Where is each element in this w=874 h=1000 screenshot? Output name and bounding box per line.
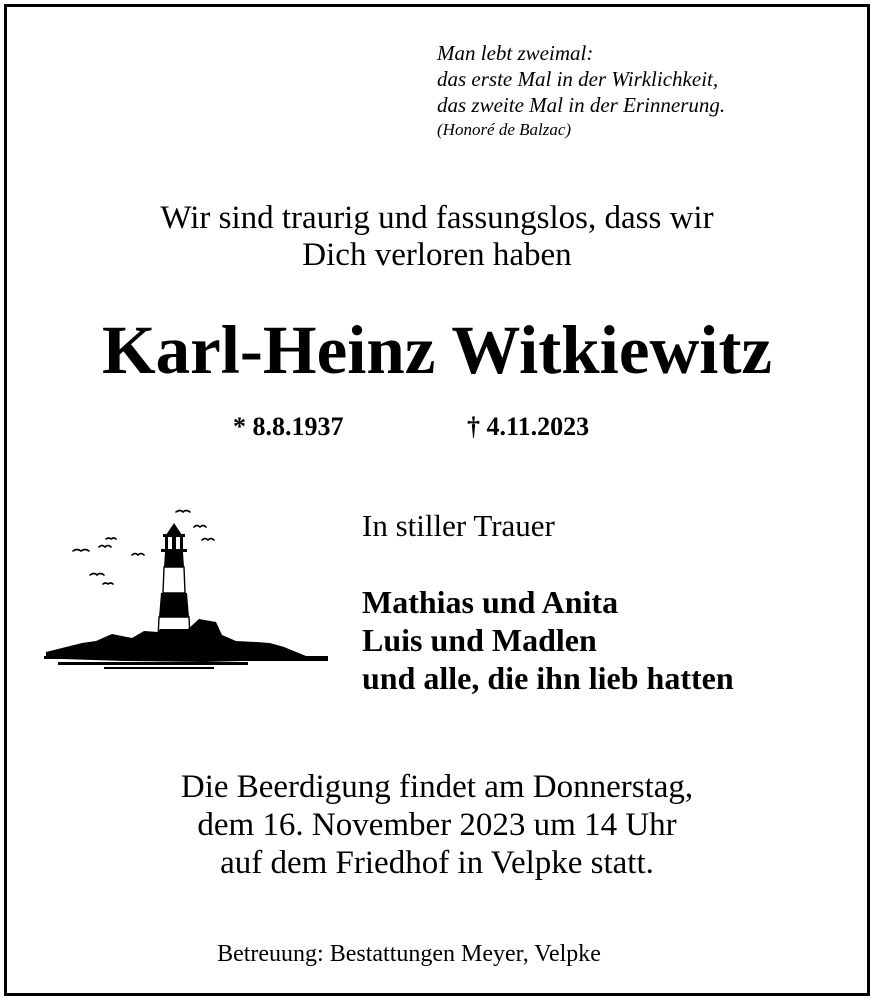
mourner-line: Mathias und Anita [362, 584, 619, 620]
mourner-line: und alle, die ihn lieb hatten [362, 660, 734, 696]
death-date: † 4.11.2023 [467, 412, 590, 441]
quote-author: (Honoré de Balzac) [437, 120, 572, 139]
quote-line: das zweite Mal in der Erinnerung. [437, 93, 726, 117]
lighthouse-icon [44, 505, 330, 673]
funeral-info [0, 768, 874, 882]
mourner-line: Luis und Madlen [362, 622, 597, 658]
funeral-care-line: Betreuung: Bestattungen Meyer, Velpke [217, 941, 601, 967]
quote-line: Man lebt zweimal: [437, 41, 594, 65]
quote-block [437, 40, 725, 142]
funeral-line: auf dem Friedhof in Velpke statt. [220, 845, 654, 881]
deceased-name: Karl-Heinz Witkiewitz [101, 312, 773, 388]
intro-text [0, 200, 874, 274]
quote-line: das erste Mal in der Wirklichkeit, [437, 67, 719, 91]
intro-line: Dich verloren haben [302, 237, 572, 273]
seagull-icons [73, 511, 214, 585]
intro-line: Wir sind traurig und fassungslos, dass wir [160, 200, 714, 236]
mourning-heading: In stiller Trauer [362, 508, 555, 543]
funeral-line: Die Beerdigung findet am Donnerstag, [180, 769, 694, 805]
mourners-list [362, 583, 734, 697]
funeral-line: dem 16. November 2023 um 14 Uhr [197, 807, 677, 843]
birth-date: * 8.8.1937 [233, 412, 344, 441]
